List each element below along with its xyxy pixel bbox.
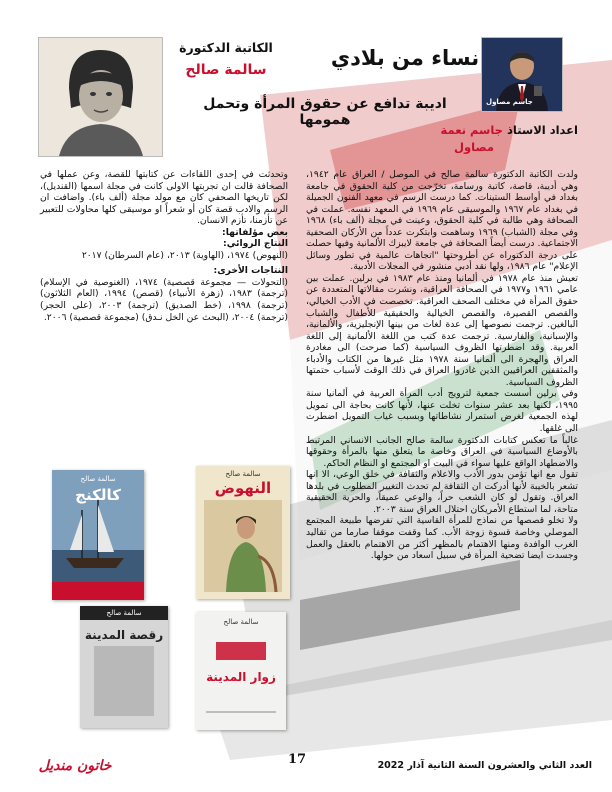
book-cover — [196, 612, 286, 730]
novels-list: (النهوض) ١٩٧٤، (الهاوية) ٢٠١٣، (عام السرطان) ٢٠١٧ — [81, 249, 288, 261]
other-works-heading: النتاجات الأخرى: — [213, 265, 288, 277]
novel-heading: النتاج الروائي: — [223, 238, 288, 250]
book-author: سالمة صالح — [225, 470, 261, 478]
issue-line: العدد الثاني والعشرون السنة الثانية آذار 2022 — [377, 760, 592, 771]
subject-name: سالمة صالح — [185, 62, 267, 78]
portrait-woman-icon — [39, 38, 162, 156]
subject-photo — [38, 37, 163, 157]
paragraph-birth: ولدت الكاتبة الدكتورة سالمة صالح في الموصل / العراق عام ١٩٤٢، وهي أديبة، قاصة، كاتبة ورسامة، تخرّجت من كلية الحقوق في جامعة بغداد في أواسط الستينات. كما درست الرسم في معهد الفنون الجميلة في بغداد عام ١٩٦٧ والموسيقى عام ١٩٦٩ في المعهد نفسه. عملت في الصحافة وهي طالبة في كلية الحقوق، وعينت في مجلة (ألف باء) ١٩٦٨ وفي مجلة (الشباب) ١٩٦٩ وساهمت وابتكرت عدداً من الأركان الصحفية الاجتماعية. درست أيضاً الصحافة في جامعة لايبزك الألمانية وفيها حصلت على درجة الدكتوراه عن أطروحتها "اتجاهات عالمية في تطور وسائل الإعلام" عام ١٩٨٦، ولها نقد أدبي منشور في المجلات الأدبية. — [306, 169, 578, 273]
paragraph-association: وفي برلين أسست جمعية لترويج أدب المرأة العربية في ألمانيا سنة ١٩٩٥، لكنها بعد عشر سنوات تخلت عنها، لأنها كانت بحاجة الى تمويل لهذه الجمعية لغرض استمرار نشاطاتها وبسبب غياب التمويل اضطرت الى غلقها. — [306, 388, 578, 435]
book-title: كالكنج — [75, 486, 121, 504]
author-photo — [481, 37, 563, 112]
author-name: جاسم نعمة — [440, 123, 503, 137]
book-title: النهوض — [214, 479, 272, 497]
author-prefix: اعداد الاستاذ — [506, 123, 578, 137]
magazine-logo: خاتون منديل — [38, 758, 112, 774]
book-author: سالمة صالح — [106, 609, 142, 617]
subject-title: الكاتبة الدكتورة — [179, 40, 273, 55]
book-cover — [80, 606, 168, 728]
other-works-list: (التحولات — مجموعة قصصية) ١٩٧٤، (الغنوصية في الإسلام) (ترجمة) ١٩٨٣، (زهرة الأنبياء) (قصص) ١٩٩٤، (العام الثلاثون) (ترجمة) ١٩٩٨، (خط الصديق) (ترجمة) ٢٠٠٣، (على الحجر) (ترجمة) ٢٠٠٤، (البحث عن الخل نـدق) (مجموعة قصصية) ٢٠٠٦. — [40, 276, 289, 323]
paragraph-germany: تعيش منذ عام ١٩٧٨ في ألمانيا ومنذ عام ١٩٨٣ في برلين. عملت بين عامي ١٩٦١ و١٩٧٧ في الصحافة العراقية، ونشرت مقالاتها المتعددة عن حقوق المرأة في مختلف الصحف العراقية. تخصصت في الأدب الخيالي، والقصص القصيرة، والقصص الخيالية والحقيقية للأطفال والشباب البالغين. ترجمت نصوصها إلى عدة لغات من بينها الإنجليزية، والألمانية، والإسبانية، والفارسية. ترجمت عدة كتب من اللغة الألمانية إلى اللغة العربية. وقد اضطرتها الظروف السياسية (كما صرحت) الى مغادرة العراق والهجرة الى ألمانيا سنة ١٩٧٨ مثل غيرها من الكتاب والأدباء والمثقفين العراقيين الذين غادروا العراق في ذلك الوقت لأسباب حتمتها الظروف السياسية. — [306, 272, 579, 388]
author-byline — [400, 123, 578, 137]
author-name-line2: مصاول — [454, 140, 494, 154]
section-title: نساء من بلادي — [330, 46, 480, 70]
book-title: رقصة المدينة — [84, 628, 164, 642]
paragraph-themes: غالباً ما تعكس كتابات الدكتورة سالمة صالح الجانب الانساني المرتبط بالأوضاع السياسية في العراق وخاصة ما يتعلق منها بالمرأة وحقوقها والاضطهاد الواقع عليها سواء في البيت او المجتمع او النظام الحاكم. — [306, 434, 578, 469]
works-heading: بعض مؤلفاتها: — [222, 226, 288, 238]
book-cover — [196, 466, 290, 599]
book-title: زوار المدينة — [206, 670, 276, 684]
paragraph-culture: تقول مع انها تؤمن بدور الأدب والاعلام والثقافة في خلق الوعي، الا انها تشعر بالخيبة لأنها أدركت ان الثقافة لم تحدث التغيير المطلوب في بلدها العراق. وتقول لو كان الشعب حراً، والوعي عميقاً، والحرية الحقيقية متاحة، لما استطاع الأمريكان احتلال العراق سنة ٢٠٠٣. — [306, 469, 578, 515]
book-author: سالمة صالح — [223, 618, 259, 626]
book-art-icon — [80, 606, 168, 728]
book-cover — [52, 470, 144, 600]
paragraph-interview: وتحدثت في إحدى اللقاءات عن كتابتها للقصة، وعن عملها في الصحافة قالت ان تجربتها الاولى كانت في مجلة اسمها (القنديل)، لكن تاريخها الصحفي كان مع مولد مجلة (ألف باء). واضافت ان الرسم والادب قصة كان أو شعراً او موسيقى كلها محاولات للتعبير عن تأزمنا، تأزم الانسان. — [40, 169, 288, 227]
article-right-column — [306, 169, 578, 562]
author-photo-caption: جاسم مصاول — [486, 98, 533, 106]
article-left-column — [40, 169, 288, 323]
book-author: سالمة صالح — [80, 475, 116, 483]
page-number: 17 — [287, 752, 307, 767]
paragraph-stories: ولا تخلو قصصها من نماذج للمرأة القاسية التي تفرضها طبيعة المجتمع الموصلي وخاصة قسوة زوجة الأب. كما وقفت موقفا صارما من تقاليد الغرب الوافدة ومنها الاهتمام بالمظهر أكثر من الاهتمام بالعقل والعمل وجسدت ايضا تضحية المرأة في سبيل اسعاد من حولها. — [306, 515, 578, 562]
headline: اديبة تدافع عن حقوق المرأة وتحمل همومها — [203, 96, 447, 128]
